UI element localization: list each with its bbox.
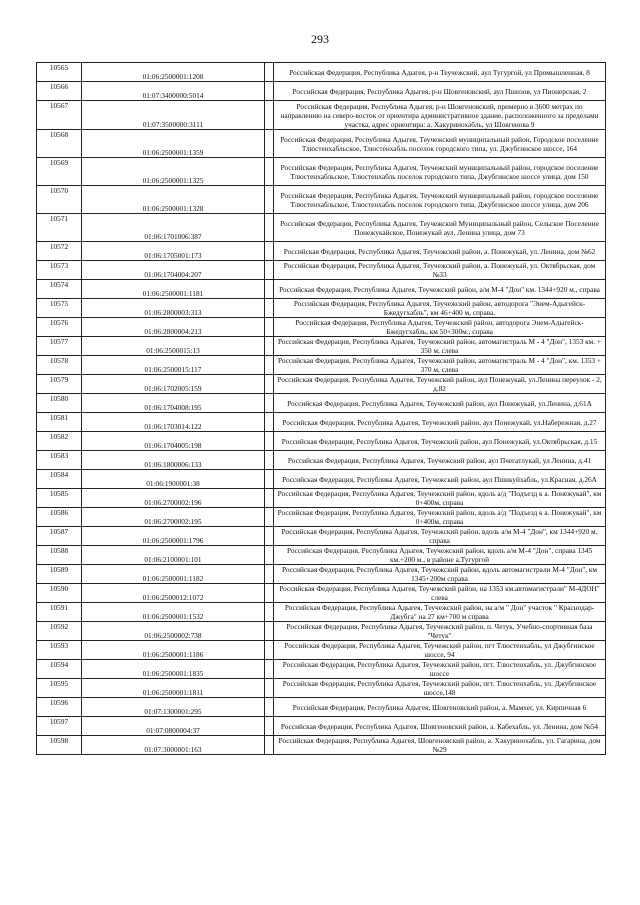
spacer-cell (265, 375, 274, 394)
table-row (37, 63, 606, 82)
cadastral-number: 01:06:2500015:117 (82, 356, 265, 375)
cadastral-number: 01:06:1800006:133 (82, 451, 265, 470)
table-row (37, 82, 606, 101)
spacer-cell (265, 679, 274, 698)
table-row (37, 736, 606, 755)
spacer-cell (265, 736, 274, 755)
table-row (37, 375, 606, 394)
address: Российская Федерация, Республика Адыгея, Теучежский район, пгт. Тлюстенхабль, ул. Джубгинское шоссе (274, 660, 606, 679)
record-number: 10595 (37, 679, 82, 698)
cadastral-number: 01:06:1704005:198 (82, 432, 265, 451)
record-number: 10576 (37, 318, 82, 337)
record-number: 10570 (37, 186, 82, 214)
table-row (37, 603, 606, 622)
cadastral-number: 01:06:1704004:207 (82, 261, 265, 280)
address: Российская Федерация, Республика Адыгея, Теучежский муниципальный район, городское поселение Тлюстенхабльское, Тлюстенхабль поселок городского типа, Джубгинское шоссе улица, дом 150 (274, 158, 606, 186)
spacer-cell (265, 413, 274, 432)
spacer-cell (265, 242, 274, 261)
address: Российская Федерация, Республика Адыгея, Теучежский район, вдоль а/д "Подъезд к а. Понежукай", км 0+400м, справа (274, 489, 606, 508)
spacer-cell (265, 356, 274, 375)
record-number: 10592 (37, 622, 82, 641)
spacer-cell (265, 130, 274, 158)
address: Российская Федерация, Республика Адыгея, Теучежский район, а/м М-4 "Дон" км. 1344+920 м., справа (274, 280, 606, 299)
spacer-cell (265, 660, 274, 679)
record-number: 10580 (37, 394, 82, 413)
address: Российская Федерация, Республика Адыгея, Теучежский район, вдоль автомагистрали М-4 "Дон", км 1345+200м справа (274, 565, 606, 584)
spacer-cell (265, 622, 274, 641)
record-number: 10583 (37, 451, 82, 470)
cadastral-number: 01:06:2500001:1532 (82, 603, 265, 622)
spacer-cell (265, 186, 274, 214)
table-row (37, 214, 606, 242)
address: Российская Федерация, Республика Адыгея, р-н Шовгеновский, примерно в 3600 метрах по направлению на северо-восток от ориентира административное здание, расположенного за пределами участка, адрес ориентира: а. Хакуринохабль, ул Шовгенова 9 (274, 101, 606, 130)
record-number: 10590 (37, 584, 82, 603)
table-row (37, 337, 606, 356)
cadastral-number: 01:06:1900001:38 (82, 470, 265, 489)
record-number: 10567 (37, 101, 82, 130)
table-row (37, 130, 606, 158)
spacer-cell (265, 584, 274, 603)
address: Российская Федерация, Республика Адыгея, р-н Шовгеновский, аул Пшизов, ул Пионерская, 2 (274, 82, 606, 101)
spacer-cell (265, 489, 274, 508)
record-number: 10568 (37, 130, 82, 158)
address: Российская Федерация, Республика Адыгея, Теучежский район, пгт. Тлюстенхабль, ул. Джубгинское шоссе,148 (274, 679, 606, 698)
cadastral-number: 01:06:1703014:122 (82, 413, 265, 432)
record-number: 10588 (37, 546, 82, 565)
cadastral-number: 01:06:2700002:196 (82, 489, 265, 508)
record-number: 10571 (37, 214, 82, 242)
cadastral-number: 01:07:0800004:37 (82, 717, 265, 736)
table-row (37, 318, 606, 337)
cadastral-number: 01:06:2800003:313 (82, 299, 265, 318)
record-number: 10585 (37, 489, 82, 508)
record-number: 10582 (37, 432, 82, 451)
spacer-cell (265, 299, 274, 318)
cadastral-number: 01:06:2500001:1182 (82, 565, 265, 584)
record-number: 10593 (37, 641, 82, 660)
record-number: 10574 (37, 280, 82, 299)
cadastral-number: 01:06:2800004:213 (82, 318, 265, 337)
record-number: 10596 (37, 698, 82, 717)
record-number: 10578 (37, 356, 82, 375)
cadastral-number: 01:07:3500000:3111 (82, 101, 265, 130)
address: Российская Федерация, Республика Адыгея, Теучежский район, а. Понежукай, ул. Октябрьская, дом №33 (274, 261, 606, 280)
cadastral-number: 01:06:2500001:1811 (82, 679, 265, 698)
cadastral-number: 01:06:2500001:1796 (82, 527, 265, 546)
address: Российская Федерация, Республика Адыгея, Теучежский район, аул Понежукай, ул.Октябрьская, д.15 (274, 432, 606, 451)
spacer-cell (265, 451, 274, 470)
address: Российская Федерация, Республика Адыгея, Теучежский район, аул Понежукай, ул.Ленина, д.61А (274, 394, 606, 413)
cadastral-number: 01:07:3400000:5014 (82, 82, 265, 101)
spacer-cell (265, 261, 274, 280)
record-number: 10573 (37, 261, 82, 280)
spacer-cell (265, 82, 274, 101)
spacer-cell (265, 63, 274, 82)
spacer-cell (265, 318, 274, 337)
cadastral-number: 01:06:2500001:1186 (82, 641, 265, 660)
table-row (37, 101, 606, 130)
cadastral-number: 01:07:3000001:163 (82, 736, 265, 755)
registry-rows (37, 63, 606, 755)
address: Российская Федерация, Республика Адыгея, Теучежский район, пгт Тлюстенхабль, ул Джубгинское шоссе, 94 (274, 641, 606, 660)
spacer-cell (265, 394, 274, 413)
cadastral-number: 01:06:2100001:101 (82, 546, 265, 565)
cadastral-number: 01:06:2500001:1325 (82, 158, 265, 186)
table-row (37, 660, 606, 679)
record-number: 10565 (37, 63, 82, 82)
cadastral-number: 01:06:2500015:13 (82, 337, 265, 356)
table-row (37, 489, 606, 508)
cadastral-number: 01:06:1702005:159 (82, 375, 265, 394)
cadastral-number: 01:06:2500012:1072 (82, 584, 265, 603)
cadastral-number: 01:06:2500001:1181 (82, 280, 265, 299)
spacer-cell (265, 565, 274, 584)
table-row (37, 432, 606, 451)
spacer-cell (265, 101, 274, 130)
table-row (37, 451, 606, 470)
cadastral-number: 01:06:2500001:1359 (82, 130, 265, 158)
table-row (37, 584, 606, 603)
address: Российская Федерация, Республика Адыгея, Теучежский район, автодорога Энем-Адыгейск-Бжедугхабль, км 50+300м., справа (274, 318, 606, 337)
table-row (37, 356, 606, 375)
table-row (37, 470, 606, 489)
address: Российская Федерация, Республика Адыгея, Теучежский район, а. Понежукай, ул. Ленина, дом №62 (274, 242, 606, 261)
record-number: 10566 (37, 82, 82, 101)
spacer-cell (265, 158, 274, 186)
spacer-cell (265, 508, 274, 527)
address: Российская Федерация, Республика Адыгея, Теучежский район, вдоль а/д "Подъезд к а. Понежукай", км 0+400м, справа (274, 508, 606, 527)
spacer-cell (265, 337, 274, 356)
record-number: 10597 (37, 717, 82, 736)
address: Российская Федерация, Республика Адыгея, Теучежский район, аул Пчегатлукай, ул Ленина, д.41 (274, 451, 606, 470)
table-row (37, 565, 606, 584)
spacer-cell (265, 546, 274, 565)
cadastral-number: 01:06:2500001:1328 (82, 186, 265, 214)
cadastral-number: 01:06:2500002:738 (82, 622, 265, 641)
address: Российская Федерация, Республика Адыгея, Шовгеновский район, а. Кабехабль, ул. Ленина, дом №54 (274, 717, 606, 736)
spacer-cell (265, 432, 274, 451)
table-row (37, 717, 606, 736)
address: Российская Федерация, Республика Адыгея, Теучежский район, аул Пшикуйхабль, ул.Красная, д.26А (274, 470, 606, 489)
address: Российская Федерация, Республика Адыгея, Теучежский муниципальный район, городское поселение Тлюстенхабльское, Тлюстенхабль поселок городского типа, Джубгинское шоссе улица, дом 206 (274, 186, 606, 214)
table-row (37, 527, 606, 546)
spacer-cell (265, 698, 274, 717)
address: Российская Федерация, Республика Адыгея, Теучежский муниципальный район, Городское поселение Тлюстенхабльское, Тлюстенхабль поселок городского типа, ул. Джубгинское шоссе, 164 (274, 130, 606, 158)
cadastral-number: 01:07:1300001:295 (82, 698, 265, 717)
cadastral-number: 01:06:1705001:173 (82, 242, 265, 261)
record-number: 10579 (37, 375, 82, 394)
table-row (37, 622, 606, 641)
cadastral-number: 01:06:1704008:195 (82, 394, 265, 413)
table-row (37, 186, 606, 214)
address: Российская Федерация, Республика Адыгея, Теучежский район, автомагистраль М - 4 "Дон", 1353 км. + 350 м, слева (274, 337, 606, 356)
table-row (37, 242, 606, 261)
address: Российская Федерация, Республика Адыгея, Теучежский район, автодорога "Энем-Адыгейск-Бжедугхабль", км 46+400 м, справа. (274, 299, 606, 318)
table-row (37, 508, 606, 527)
table-row (37, 261, 606, 280)
cadastral-number: 01:06:2500001:1208 (82, 63, 265, 82)
record-number: 10581 (37, 413, 82, 432)
address: Российская Федерация, Республика Адыгея, Теучежский район, вдоль а/м М-4 "Дон", км 1344+920 м, справа (274, 527, 606, 546)
address: Российская Федерация, Республика Адыгея, Теучежский район, на 1353 км.автомагистрали" М-4ДОН" слева (274, 584, 606, 603)
spacer-cell (265, 527, 274, 546)
table-row (37, 280, 606, 299)
record-number: 10572 (37, 242, 82, 261)
spacer-cell (265, 280, 274, 299)
record-number: 10589 (37, 565, 82, 584)
record-number: 10587 (37, 527, 82, 546)
address: Российская Федерация, Республика Адыгея, Теучежский район, на а/м " Дон" участок " Краснодар-Джубга" на 27 км+700 м справа (274, 603, 606, 622)
address: Российская Федерация, Республика Адыгея, Теучежский район, аул Понежукай, ул.Набережная, д.27 (274, 413, 606, 432)
record-number: 10575 (37, 299, 82, 318)
address: Российская Федерация, Республика Адыгея, Шовгеновский район, а. Мамхег, ул. Кирпичная 6 (274, 698, 606, 717)
record-number: 10584 (37, 470, 82, 489)
table-row (37, 698, 606, 717)
table-row (37, 546, 606, 565)
registry-table (36, 62, 606, 755)
address: Российская Федерация, Республика Адыгея, Теучежский район, аул Понежукай, ул.Ленина переулок - 2, д.82 (274, 375, 606, 394)
cadastral-number: 01:06:1701006:387 (82, 214, 265, 242)
cadastral-number: 01:06:2700002:195 (82, 508, 265, 527)
record-number: 10598 (37, 736, 82, 755)
spacer-cell (265, 214, 274, 242)
spacer-cell (265, 641, 274, 660)
table-row (37, 679, 606, 698)
address: Российская Федерация, Республика Адыгея, р-н Теучежский, аул Тугургой, ул Промышленная, 8 (274, 63, 606, 82)
table-row (37, 299, 606, 318)
address: Российская Федерация, Республика Адыгея, Теучежский район, вдоль а/м М-4 "Дон", справа 1345 км.+200 м., в районе а.Тугургой (274, 546, 606, 565)
record-number: 10569 (37, 158, 82, 186)
spacer-cell (265, 717, 274, 736)
address: Российская Федерация, Республика Адыгея, Теучежский район, автомагистраль М - 4 "Дон", км. 1353 + 370 м, слева (274, 356, 606, 375)
record-number: 10594 (37, 660, 82, 679)
address: Российская Федерация, Республика Адыгея, Шовгеновский район, а. Хакуринохабль, ул. Гагарина, дом №29 (274, 736, 606, 755)
table-row (37, 158, 606, 186)
record-number: 10591 (37, 603, 82, 622)
record-number: 10586 (37, 508, 82, 527)
spacer-cell (265, 603, 274, 622)
table-row (37, 641, 606, 660)
spacer-cell (265, 470, 274, 489)
address: Российская Федерация, Республика Адыгея, Теучежский Муниципальный район, Сельское Поселение Понежукайское, Понежукай аул, Ленина улица, дом 73 (274, 214, 606, 242)
page-number: 293 (311, 32, 329, 46)
cadastral-number: 01:06:2500001:1835 (82, 660, 265, 679)
record-number: 10577 (37, 337, 82, 356)
table-row (37, 394, 606, 413)
address: Российская Федерация, Республика Адыгея, Теучежский район, п. Четук, Учебно-спортивная база "Четук" (274, 622, 606, 641)
table-row (37, 413, 606, 432)
